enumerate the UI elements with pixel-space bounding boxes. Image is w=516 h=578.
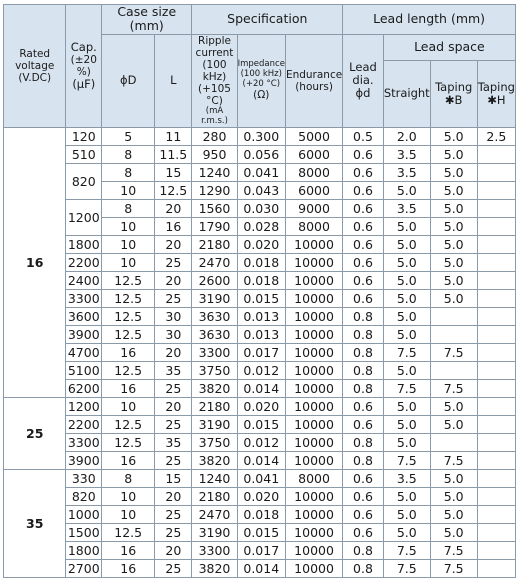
case-l-cell: 25 (155, 415, 192, 433)
taping-h-cell (477, 487, 515, 505)
taping-b-cell (430, 307, 477, 325)
table-row (4, 253, 516, 271)
straight-cell: 5.0 (383, 307, 430, 325)
endurance-cell: 8000 (285, 469, 342, 487)
taping-h-cell (477, 253, 515, 271)
endurance-cell: 10000 (285, 451, 342, 469)
specification-header: Specification (192, 5, 343, 35)
impedance-header: Impedance (100 kHz) (+20 °C) (Ω) (237, 34, 285, 127)
lead-dia-cell: 0.6 (343, 397, 384, 415)
impedance-cell: 0.043 (237, 181, 285, 199)
endurance-cell: 10000 (285, 559, 342, 577)
lead-dia-cell: 0.8 (343, 343, 384, 361)
lead-dia-cell: 0.6 (343, 505, 384, 523)
taping-b-cell: 7.5 (430, 559, 477, 577)
table-row (4, 343, 516, 361)
case-l-cell: 20 (155, 343, 192, 361)
taping-h-header: Taping ✱H (477, 61, 515, 127)
endurance-cell: 6000 (285, 181, 342, 199)
case-size-header: Case size (mm) (102, 5, 192, 35)
endurance-cell: 10000 (285, 343, 342, 361)
capacitance-cell: 1000 (67, 506, 100, 522)
lead-dia-cell: 0.8 (343, 451, 384, 469)
lead-dia-cell: 0.6 (343, 181, 384, 199)
lead-dia-cell: 0.6 (343, 253, 384, 271)
capacitance-cell: 1800 (67, 542, 100, 558)
straight-cell: 5.0 (383, 361, 430, 379)
table-row (4, 469, 516, 487)
straight-cell: 7.5 (383, 541, 430, 559)
case-d-cell: 12.5 (102, 325, 155, 343)
lead-dia-cell: 0.6 (343, 523, 384, 541)
taping-h-cell (477, 307, 515, 325)
impedance-cell: 0.041 (237, 163, 285, 181)
endurance-cell: 6000 (285, 145, 342, 163)
endurance-cell: 5000 (285, 127, 342, 145)
table-row (4, 145, 516, 163)
taping-h-cell (477, 181, 515, 199)
taping-b-cell (430, 433, 477, 451)
lead-dia-cell: 0.6 (343, 415, 384, 433)
case-d-cell: 10 (102, 217, 155, 235)
endurance-header: Endurance (hours) (285, 34, 342, 127)
capacitance-cell: 510 (66, 145, 102, 163)
lead-dia-cell: 0.8 (343, 433, 384, 451)
lead-dia-cell: 0.6 (343, 271, 384, 289)
table-row (4, 397, 516, 415)
endurance-cell: 10000 (285, 397, 342, 415)
impedance-cell: 0.020 (237, 235, 285, 253)
impedance-cell: 0.017 (237, 541, 285, 559)
case-l-cell: 25 (155, 523, 192, 541)
case-d-cell: 8 (102, 469, 155, 487)
taping-h-cell (477, 541, 515, 559)
straight-cell: 5.0 (383, 523, 430, 541)
ripple-cell: 2470 (192, 505, 237, 523)
endurance-cell: 10000 (285, 307, 342, 325)
capacitance-cell: 2200 (67, 254, 100, 270)
endurance-cell: 10000 (285, 325, 342, 343)
table-row (4, 523, 516, 541)
endurance-cell: 10000 (285, 523, 342, 541)
case-l-cell: 11.5 (155, 145, 192, 163)
impedance-cell: 0.015 (237, 415, 285, 433)
table-row (4, 541, 516, 559)
case-l-cell: 20 (155, 235, 192, 253)
case-l-cell: 12.5 (155, 181, 192, 199)
straight-cell: 5.0 (383, 217, 430, 235)
taping-h-cell: 2.5 (477, 127, 515, 145)
case-d-cell: 16 (102, 559, 155, 577)
capacitance-cell: 3300 (67, 290, 100, 306)
straight-cell: 3.5 (383, 163, 430, 181)
case-l-cell: 25 (155, 505, 192, 523)
capacitance-cell: 2400 (67, 272, 100, 288)
impedance-cell: 0.015 (237, 289, 285, 307)
capacitance-cell: 3300 (67, 434, 100, 450)
ripple-cell: 3190 (192, 523, 237, 541)
taping-h-cell (477, 379, 515, 397)
straight-cell: 5.0 (383, 433, 430, 451)
straight-header: Straight (383, 61, 430, 127)
capacitance-cell: 3900 (67, 326, 100, 342)
capacitance-cell: 2700 (67, 560, 100, 576)
case-d-cell: 16 (102, 541, 155, 559)
lead-dia-cell: 0.8 (343, 379, 384, 397)
capacitance-cell: 3600 (67, 308, 100, 324)
table-row (4, 235, 516, 253)
straight-cell: 5.0 (383, 397, 430, 415)
case-l-cell: 20 (155, 541, 192, 559)
ripple-cell: 3820 (192, 379, 237, 397)
ripple-cell: 3630 (192, 307, 237, 325)
rated-voltage-header: Rated voltage (V.DC) (4, 5, 66, 128)
lead-dia-cell: 0.8 (343, 325, 384, 343)
endurance-cell: 10000 (285, 271, 342, 289)
capacitance-cell: 1800 (67, 236, 100, 252)
case-l-cell: 20 (155, 397, 192, 415)
taping-h-cell (477, 397, 515, 415)
ripple-cell: 1560 (192, 199, 237, 217)
taping-b-header: Taping ✱B (430, 61, 477, 127)
case-d-cell: 12.5 (102, 523, 155, 541)
taping-b-cell: 5.0 (430, 181, 477, 199)
endurance-cell: 10000 (285, 433, 342, 451)
capacitance-cell: 330 (66, 469, 102, 487)
taping-b-cell (430, 361, 477, 379)
table-row (4, 487, 516, 505)
impedance-cell: 0.013 (237, 307, 285, 325)
taping-b-cell: 5.0 (430, 487, 477, 505)
impedance-cell: 0.014 (237, 379, 285, 397)
impedance-cell: 0.012 (237, 433, 285, 451)
case-d-cell: 10 (102, 253, 155, 271)
case-d-cell: 12.5 (102, 289, 155, 307)
lead-dia-cell: 0.8 (343, 541, 384, 559)
table-row (4, 325, 516, 343)
taping-b-cell: 7.5 (430, 541, 477, 559)
ripple-cell: 3820 (192, 451, 237, 469)
endurance-cell: 10000 (285, 541, 342, 559)
straight-cell: 5.0 (383, 271, 430, 289)
endurance-cell: 10000 (285, 487, 342, 505)
impedance-cell: 0.018 (237, 253, 285, 271)
case-l-cell: 25 (155, 559, 192, 577)
capacitance-cell: 2200 (67, 416, 100, 432)
case-d-cell: 12.5 (102, 361, 155, 379)
taping-b-cell: 5.0 (430, 199, 477, 217)
rated-voltage-cell: 35 (4, 469, 66, 577)
straight-cell: 7.5 (383, 379, 430, 397)
case-d-cell: 12.5 (102, 433, 155, 451)
case-l-cell: 35 (155, 361, 192, 379)
taping-b-cell: 7.5 (430, 379, 477, 397)
rated-voltage-cell: 16 (4, 127, 66, 397)
endurance-cell: 8000 (285, 217, 342, 235)
straight-cell: 7.5 (383, 559, 430, 577)
case-l-cell: 20 (155, 199, 192, 217)
endurance-cell: 10000 (285, 415, 342, 433)
taping-b-cell: 5.0 (430, 397, 477, 415)
case-d-cell: 12.5 (102, 307, 155, 325)
case-d-cell: 10 (102, 487, 155, 505)
capacitance-header: Cap. (±20 %) (μF) (66, 5, 102, 128)
case-d-cell: 12.5 (102, 415, 155, 433)
ripple-cell: 3300 (192, 343, 237, 361)
lead-dia-cell: 0.6 (343, 235, 384, 253)
case-d-cell: 10 (102, 235, 155, 253)
table-row (4, 289, 516, 307)
straight-cell: 5.0 (383, 235, 430, 253)
case-l-cell: 25 (155, 289, 192, 307)
impedance-cell: 0.018 (237, 505, 285, 523)
table-row (4, 199, 516, 217)
table-row (4, 271, 516, 289)
taping-h-cell (477, 469, 515, 487)
ripple-cell: 1240 (192, 469, 237, 487)
case-d-cell: 10 (102, 397, 155, 415)
case-d-cell: 8 (102, 145, 155, 163)
straight-cell: 7.5 (383, 451, 430, 469)
case-l-cell: 15 (155, 163, 192, 181)
ripple-cell: 2600 (192, 271, 237, 289)
ripple-cell: 3750 (192, 361, 237, 379)
taping-b-cell: 5.0 (430, 235, 477, 253)
impedance-cell: 0.028 (237, 217, 285, 235)
capacitance-cell: 820 (66, 487, 102, 505)
case-d-cell: 10 (102, 181, 155, 199)
straight-cell: 5.0 (383, 289, 430, 307)
capacitance-cell: 1500 (67, 524, 100, 540)
straight-cell: 3.5 (383, 145, 430, 163)
impedance-cell: 0.012 (237, 361, 285, 379)
straight-cell: 5.0 (383, 325, 430, 343)
impedance-cell: 0.056 (237, 145, 285, 163)
straight-cell: 3.5 (383, 199, 430, 217)
table-row (4, 505, 516, 523)
ripple-cell: 280 (192, 127, 237, 145)
straight-cell: 5.0 (383, 415, 430, 433)
taping-b-cell: 5.0 (430, 253, 477, 271)
impedance-cell: 0.041 (237, 469, 285, 487)
taping-h-cell (477, 523, 515, 541)
impedance-cell: 0.015 (237, 523, 285, 541)
endurance-cell: 9000 (285, 199, 342, 217)
taping-b-cell: 5.0 (430, 145, 477, 163)
straight-cell: 5.0 (383, 181, 430, 199)
taping-h-cell (477, 559, 515, 577)
ripple-cell: 3630 (192, 325, 237, 343)
ripple-cell: 950 (192, 145, 237, 163)
case-d-cell: 16 (102, 451, 155, 469)
impedance-cell: 0.017 (237, 343, 285, 361)
endurance-cell: 10000 (285, 505, 342, 523)
straight-cell: 7.5 (383, 343, 430, 361)
ripple-cell: 3300 (192, 541, 237, 559)
taping-b-cell: 5.0 (430, 523, 477, 541)
ripple-cell: 3190 (192, 415, 237, 433)
capacitance-cell: 6200 (67, 380, 100, 396)
taping-h-cell (477, 217, 515, 235)
ripple-cell: 3820 (192, 559, 237, 577)
impedance-cell: 0.014 (237, 559, 285, 577)
straight-cell: 2.0 (383, 127, 430, 145)
taping-h-cell (477, 163, 515, 181)
length-header: L (155, 34, 192, 127)
case-l-cell: 30 (155, 325, 192, 343)
taping-b-cell (430, 325, 477, 343)
taping-h-cell (477, 325, 515, 343)
case-d-cell: 10 (102, 505, 155, 523)
table-row (4, 415, 516, 433)
case-d-cell: 8 (102, 163, 155, 181)
capacitor-spec-table (3, 4, 516, 578)
spec-table-body (4, 127, 516, 577)
lead-dia-cell: 0.6 (343, 487, 384, 505)
table-row (4, 307, 516, 325)
case-l-cell: 20 (155, 271, 192, 289)
table-row (4, 163, 516, 181)
endurance-cell: 10000 (285, 361, 342, 379)
ripple-cell: 1790 (192, 217, 237, 235)
straight-cell: 5.0 (383, 253, 430, 271)
case-l-cell: 35 (155, 433, 192, 451)
case-l-cell: 25 (155, 451, 192, 469)
lead-dia-cell: 0.6 (343, 163, 384, 181)
case-l-cell: 30 (155, 307, 192, 325)
case-d-cell: 12.5 (102, 271, 155, 289)
lead-space-header: Lead space (383, 34, 515, 61)
phi-d-header: ϕD (102, 34, 155, 127)
straight-cell: 5.0 (383, 487, 430, 505)
lead-dia-cell: 0.6 (343, 217, 384, 235)
taping-h-cell (477, 289, 515, 307)
capacitance-cell: 4700 (67, 344, 100, 360)
taping-h-cell (477, 433, 515, 451)
impedance-cell: 0.020 (237, 487, 285, 505)
taping-h-cell (477, 415, 515, 433)
case-d-cell: 16 (102, 379, 155, 397)
case-l-cell: 25 (155, 253, 192, 271)
taping-h-cell (477, 361, 515, 379)
taping-b-cell: 5.0 (430, 415, 477, 433)
straight-cell: 3.5 (383, 469, 430, 487)
impedance-cell: 0.013 (237, 325, 285, 343)
ripple-cell: 2180 (192, 235, 237, 253)
lead-dia-cell: 0.5 (343, 127, 384, 145)
taping-h-cell (477, 199, 515, 217)
capacitance-cell: 1200 (66, 199, 102, 235)
table-row (4, 433, 516, 451)
impedance-cell: 0.018 (237, 271, 285, 289)
lead-length-header: Lead length (mm) (343, 5, 516, 35)
taping-h-cell (477, 505, 515, 523)
ripple-cell: 3190 (192, 289, 237, 307)
capacitance-cell: 120 (66, 127, 102, 145)
impedance-cell: 0.300 (237, 127, 285, 145)
lead-dia-cell: 0.6 (343, 199, 384, 217)
impedance-cell: 0.020 (237, 397, 285, 415)
taping-b-cell: 7.5 (430, 343, 477, 361)
case-l-cell: 16 (155, 217, 192, 235)
taping-b-cell: 7.5 (430, 451, 477, 469)
lead-dia-header: Lead dia. ϕd (343, 34, 384, 127)
ripple-cell: 2470 (192, 253, 237, 271)
lead-dia-cell: 0.6 (343, 145, 384, 163)
rated-voltage-cell: 25 (4, 397, 66, 469)
endurance-cell: 10000 (285, 379, 342, 397)
lead-dia-cell: 0.6 (343, 289, 384, 307)
impedance-cell: 0.030 (237, 199, 285, 217)
case-d-cell: 5 (102, 127, 155, 145)
endurance-cell: 8000 (285, 163, 342, 181)
case-d-cell: 8 (102, 199, 155, 217)
ripple-cell: 1240 (192, 163, 237, 181)
taping-h-cell (477, 235, 515, 253)
taping-b-cell: 5.0 (430, 289, 477, 307)
ripple-cell: 1290 (192, 181, 237, 199)
straight-cell: 5.0 (383, 505, 430, 523)
table-row (4, 559, 516, 577)
taping-h-cell (477, 343, 515, 361)
case-d-cell: 16 (102, 343, 155, 361)
taping-b-cell: 5.0 (430, 271, 477, 289)
table-row (4, 379, 516, 397)
lead-dia-cell: 0.6 (343, 469, 384, 487)
taping-b-cell: 5.0 (430, 217, 477, 235)
endurance-cell: 10000 (285, 253, 342, 271)
taping-h-cell (477, 145, 515, 163)
case-l-cell: 15 (155, 469, 192, 487)
taping-b-cell: 5.0 (430, 469, 477, 487)
case-l-cell: 11 (155, 127, 192, 145)
taping-b-cell: 5.0 (430, 127, 477, 145)
capacitance-cell: 3900 (67, 452, 100, 468)
lead-dia-cell: 0.8 (343, 307, 384, 325)
case-l-cell: 20 (155, 487, 192, 505)
taping-b-cell: 5.0 (430, 163, 477, 181)
taping-b-cell: 5.0 (430, 505, 477, 523)
taping-h-cell (477, 451, 515, 469)
taping-h-cell (477, 271, 515, 289)
ripple-cell: 3750 (192, 433, 237, 451)
case-l-cell: 25 (155, 379, 192, 397)
ripple-cell: 2180 (192, 487, 237, 505)
capacitance-cell: 5100 (67, 362, 100, 378)
capacitance-cell: 820 (66, 163, 102, 199)
table-row (4, 127, 516, 145)
endurance-cell: 10000 (285, 289, 342, 307)
capacitance-cell: 1200 (67, 398, 100, 414)
lead-dia-cell: 0.8 (343, 559, 384, 577)
lead-dia-cell: 0.8 (343, 361, 384, 379)
table-row (4, 451, 516, 469)
impedance-cell: 0.014 (237, 451, 285, 469)
table-row (4, 361, 516, 379)
ripple-current-header: Ripple current (100 kHz) (+105 °C) (mA r.m.s.) (192, 34, 237, 127)
ripple-cell: 2180 (192, 397, 237, 415)
endurance-cell: 10000 (285, 235, 342, 253)
